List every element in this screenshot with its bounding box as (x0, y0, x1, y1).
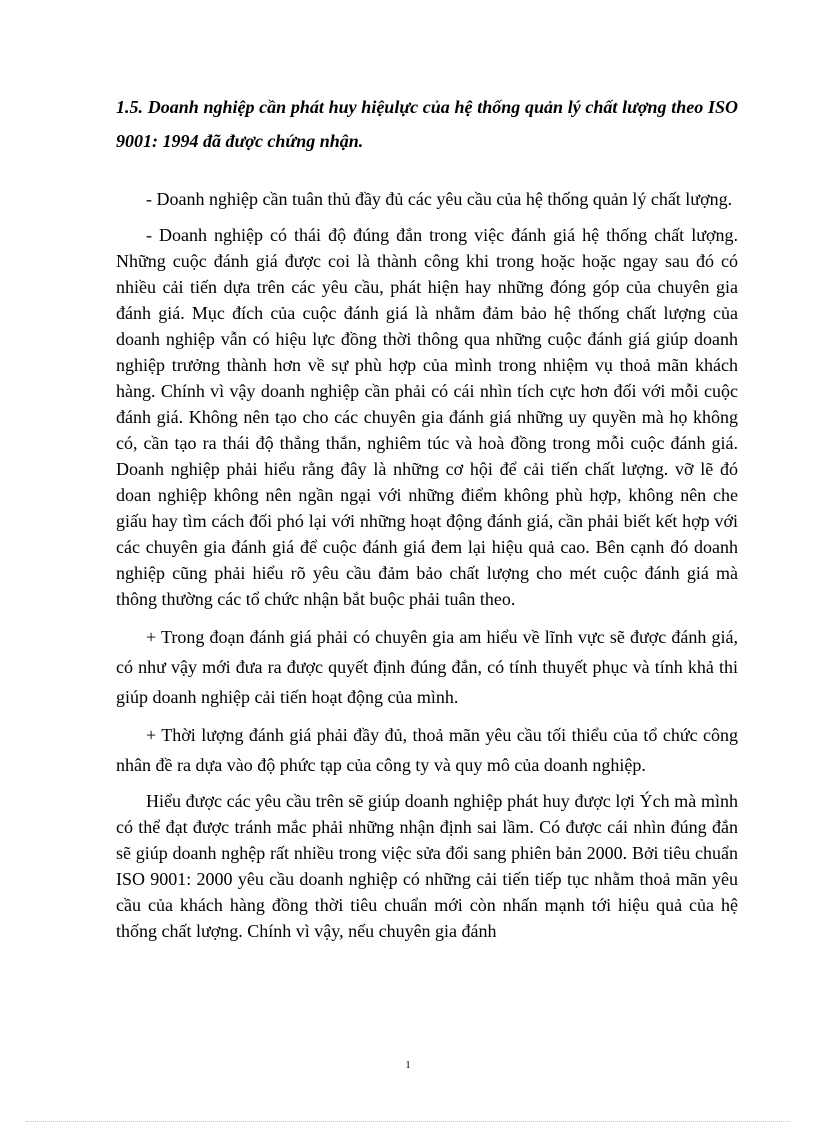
document-body (116, 90, 738, 944)
paragraph-duration: + Thời lượng đánh giá phải đầy đủ, thoả mãn yêu cầu tối thiểu của tổ chức công nhân đề ra dựa vào độ phức tạp của công ty và quy mô của doanh nghiệp. (116, 725, 738, 775)
page-number: 1 (405, 1059, 411, 1071)
paragraph-attitude: - Doanh nghiệp có thái độ đúng đắn trong việc đánh giá hệ thống chất lượng. Những cuộc đánh giá được coi là thành công khi trong hoặc hoặc ngay sau đó có nhiều cải tiến dựa trên các yêu cầu, phát hiện hay những đóng góp của chuyên gia đánh giá. Mục đích của cuộc đánh giá là nhằm đảm bảo hệ thống chất lượng của doanh nghiệp vẫn có hiệu lực đồng thời thông qua những cuộc đánh giá giúp doanh nghiệp trưởng thành hơn về sự phù hợp của mình trong nhiệm vụ thoả mãn khách hàng. Chính vì vậy doanh nghiệp cần phải có cái nhìn tích cực hơn đối với mỗi cuộc đánh giá. Không nên tạo cho các chuyên gia đánh giá những uy quyền mà họ không có, cần tạo ra thái độ thẳng thắn, nghiêm túc và hoà đồng trong mỗi cuộc đánh giá. Doanh nghiệp phải hiểu rằng đây là những cơ hội để cải tiến chất lượng. vỡ lẽ đó doan nghiệp không nên ngần ngại với những điểm không phù hợp, không nên che giấu hay tìm cách đối phó lại với những hoạt động đánh giá, cần phải biết kết hợp với các chuyên gia đánh giá để cuộc đánh giá đem lại hiệu quả cao. Bên cạnh đó doanh nghiệp cũng phải hiểu rõ yêu cầu đảm bảo chất lượng cho mét cuộc đánh giá mà thông thường các tổ chức nhận bắt buộc phải tuân theo. (116, 225, 738, 609)
paragraph-expert: + Trong đoạn đánh giá phải có chuyên gia am hiểu về lĩnh vực sẽ được đánh giá, có như vậy mới đưa ra được quyết định đúng đắn, có tính thuyết phục và tính khả thi giúp doanh nghiệp cải tiến hoạt động của mình. (116, 627, 738, 707)
section-heading: 1.5. Doanh nghiệp cần phát huy hiệulực của hệ thống quản lý chất lượng theo ISO 9001: 1994 đã được chứng nhận. (116, 97, 738, 151)
page-bottom-rule (26, 1121, 790, 1122)
paragraph-compliance: - Doanh nghiệp cần tuân thủ đầy đủ các yêu cầu của hệ thống quản lý chất lượng. (146, 189, 733, 209)
paragraph-conclusion: Hiểu được các yêu cầu trên sẽ giúp doanh nghiệp phát huy được lợi Ých mà mình có thể đạt được tránh mắc phải những nhận định sai lầm. Có được cái nhìn đúng đắn sẽ giúp doanh nghệp rất nhiều trong việc sửa đổi sang phiên bản 2000. Bởi tiêu chuẩn ISO 9001: 2000 yêu cầu doanh nghiệp có những cải tiến tiếp tục nhằm thoả mãn yêu cầu của khách hàng đồng thời tiêu chuẩn mới còn nhấn mạnh tới hiệu quả của hệ thống chất lượng. Chính vì vậy, nếu chuyên gia đánh (116, 791, 738, 941)
